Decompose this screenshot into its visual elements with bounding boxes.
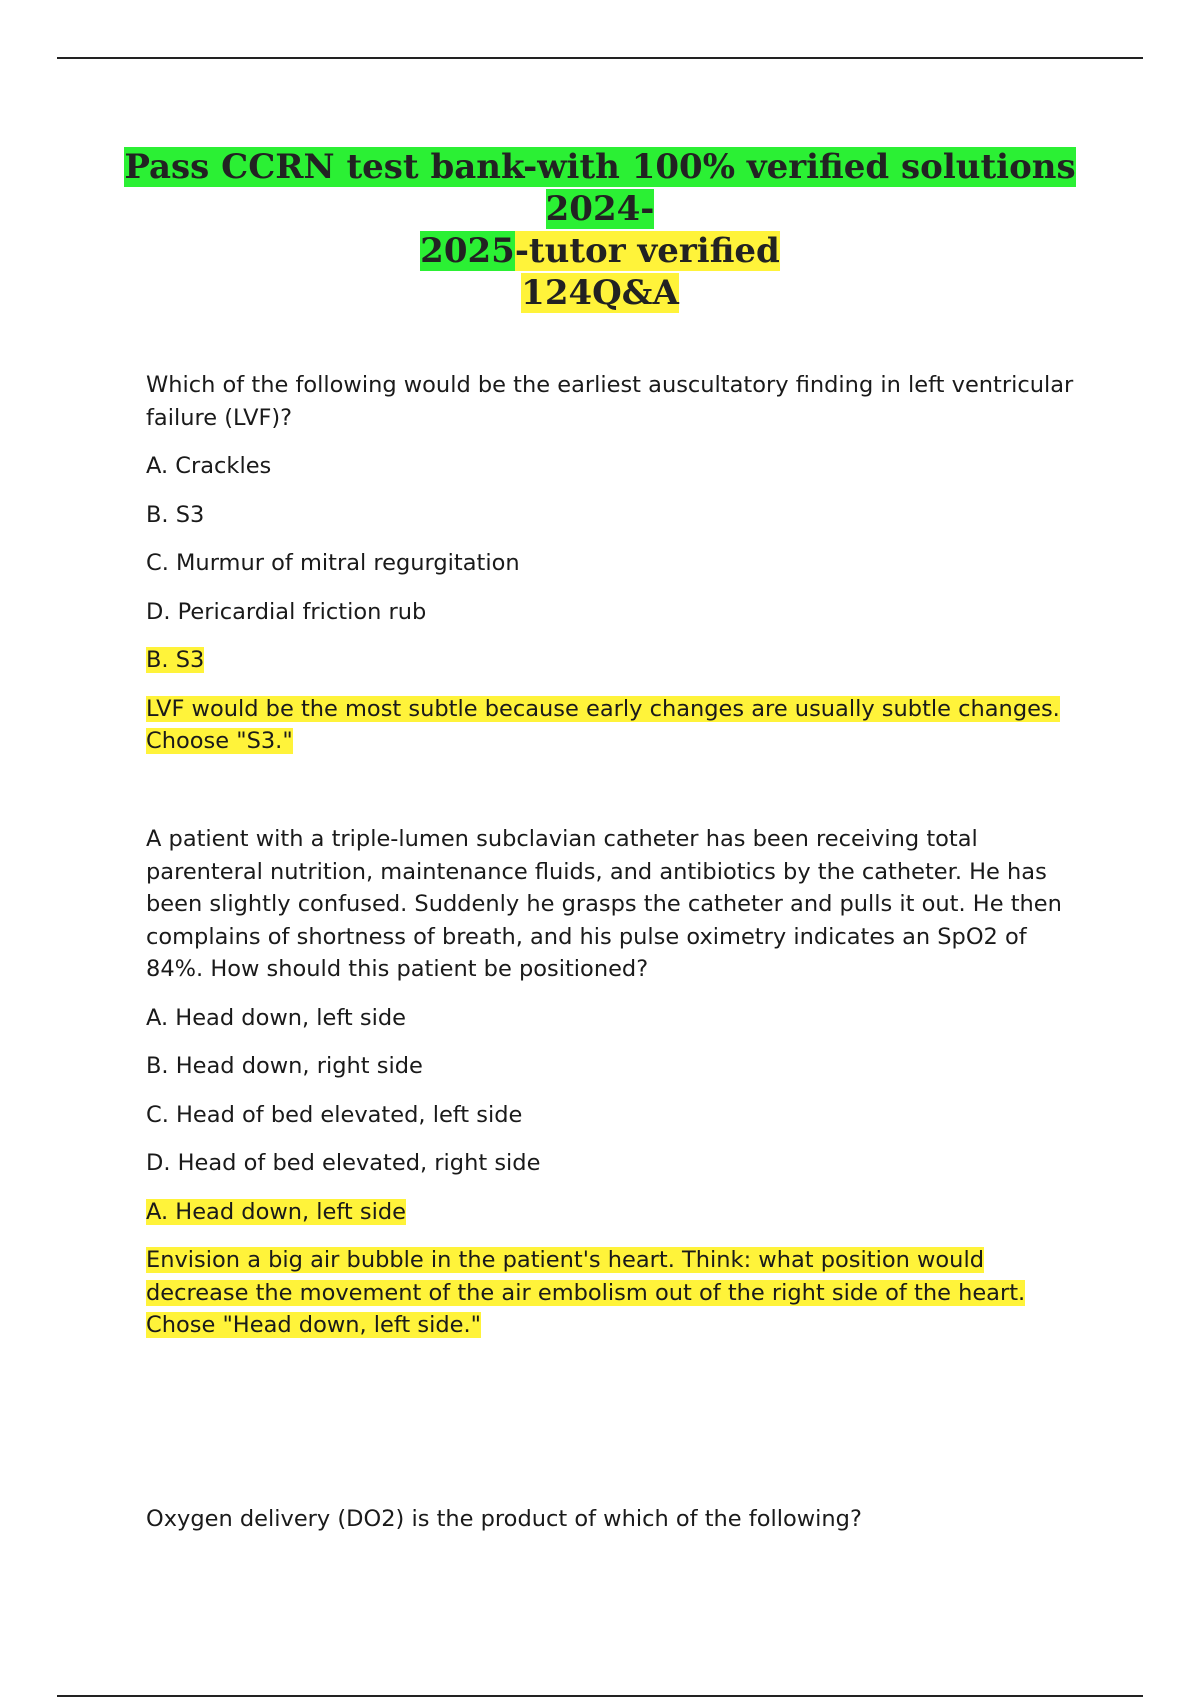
option-a: A. Head down, left side xyxy=(146,1004,406,1031)
title-line2-green: 2025 xyxy=(420,231,515,271)
option-a: A. Crackles xyxy=(146,453,272,479)
explanation-text: Envision a big air bubble in the patient's heart. Think: what position would decrease the movement of the air embolism out of the right side of the heart. Chose "Head down, left side." xyxy=(146,1247,1026,1338)
title-line3: 124Q&A xyxy=(521,273,679,313)
question-block-1 xyxy=(146,369,1076,758)
bottom-rule xyxy=(57,1695,1143,1697)
option-c: C. Head of bed elevated, left side xyxy=(146,1101,523,1128)
question-text: A patient with a triple-lumen subclavian catheter has been receiving total parenteral nutrition, maintenance fluids, and antibiotics by the catheter. He has been slightly confused. Suddenly he grasps the catheter and pulls it out. He then complains of shortness of breath, and his pulse oximetry indicates an SpO2 of 84%. How should this patient be positioned? xyxy=(146,826,1062,982)
answer-text: A. Head down, left side xyxy=(146,1198,406,1225)
top-rule xyxy=(57,57,1143,59)
option-b: B. Head down, right side xyxy=(146,1053,423,1079)
option-b: B. S3 xyxy=(146,501,205,528)
option-d: D. Head of bed elevated, right side xyxy=(146,1150,541,1176)
title-line2-yellow: -tutor verified xyxy=(514,231,780,271)
question-block-2 xyxy=(146,823,1076,1342)
explanation-text: LVF would be the most subtle because early changes are usually subtle changes. Choose "S3." xyxy=(146,695,1060,754)
option-c: C. Murmur of mitral regurgitation xyxy=(146,550,520,576)
title-line1: Pass CCRN test bank-with 100% verified solutions 2024- xyxy=(124,147,1076,229)
question-text: Oxygen delivery (DO2) is the product of which of the following? xyxy=(146,1506,862,1532)
question-block-3 xyxy=(146,1503,1076,1552)
document-title xyxy=(100,146,1100,314)
question-text: Which of the following would be the earliest auscultatory finding in left ventricular failure (LVF)? xyxy=(146,372,1074,431)
option-d: D. Pericardial friction rub xyxy=(146,598,427,625)
answer-text: B. S3 xyxy=(146,647,205,673)
